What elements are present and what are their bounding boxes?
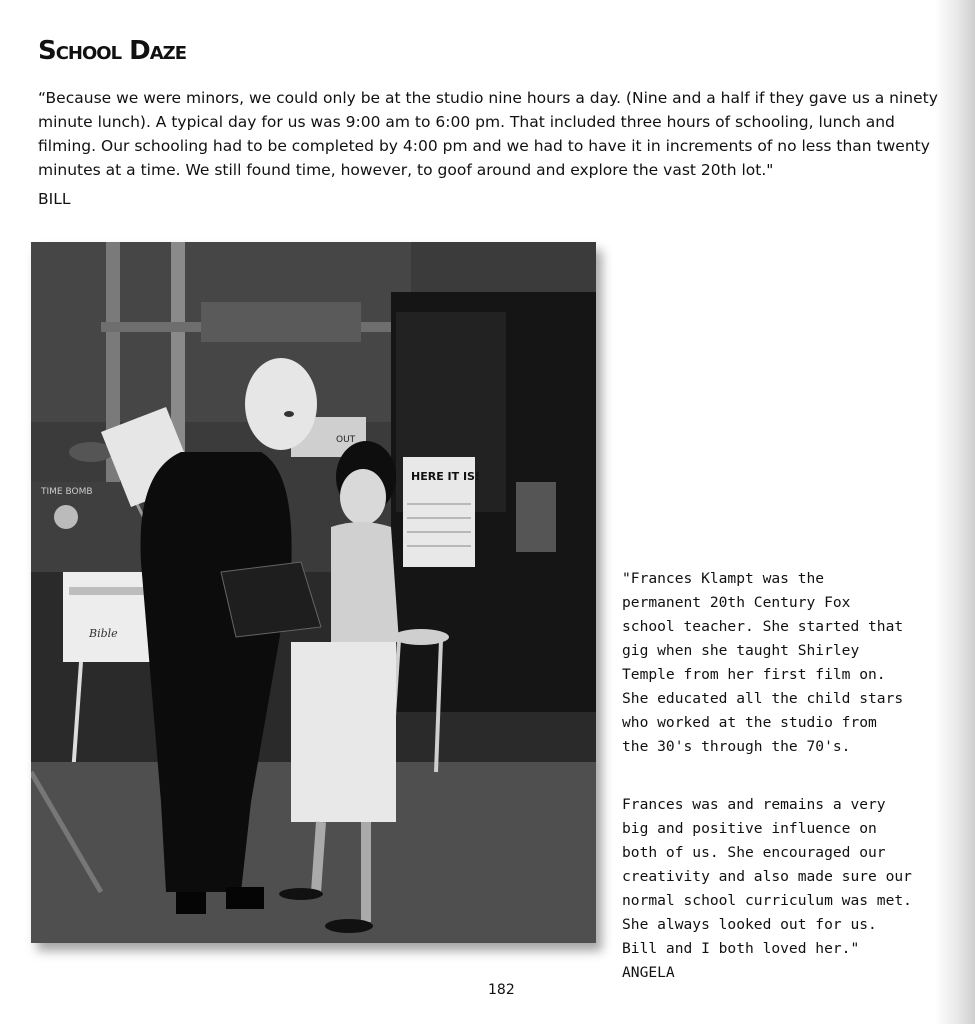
out-label: OUT [336,435,356,445]
page-number: 182 [488,982,515,998]
photograph [31,242,596,943]
side-quote [622,543,967,1019]
time-clock-text: TIME BOMB [41,487,93,497]
top-quote-text: “Because we were minors, we could only be at the studio nine hours a day. (Nine and a half if they gave us a ninety minute lunch). A typical day for us was 9:00 am to 6:00 pm. That included three hours of schooling, lunch and filming. Our schooling had to be completed by 4:00 pm and we had to have it in increments of no less than twenty minutes at a time. We still found time, however, to goof around and explore the vast 20th lot." [38,89,938,179]
sign-text: HERE IT IS! [411,470,480,483]
clock-dial [54,505,78,529]
wall-panel [201,302,361,342]
photo-illustration [31,242,596,943]
bible-text: Bible [89,627,118,640]
side-quote-paragraph-1: "Frances Klampt was the permanent 20th Century Fox school teacher. She started that gig when she taught Shirley Temple from her first film on. She educated all the child stars who worked at the studio from the 30's through the 70's. [622,570,904,755]
door-sign [516,482,556,552]
side-quote-paragraph-2: Frances was and remains a very big and positive influence on both of us. She encouraged our creativity and also made sure our normal school curriculum was met. She always looked out for us. Bill and I both loved her." ANGELA [622,796,912,981]
top-quote-author: BILL [38,190,71,208]
page-title: School Daze [38,36,186,66]
